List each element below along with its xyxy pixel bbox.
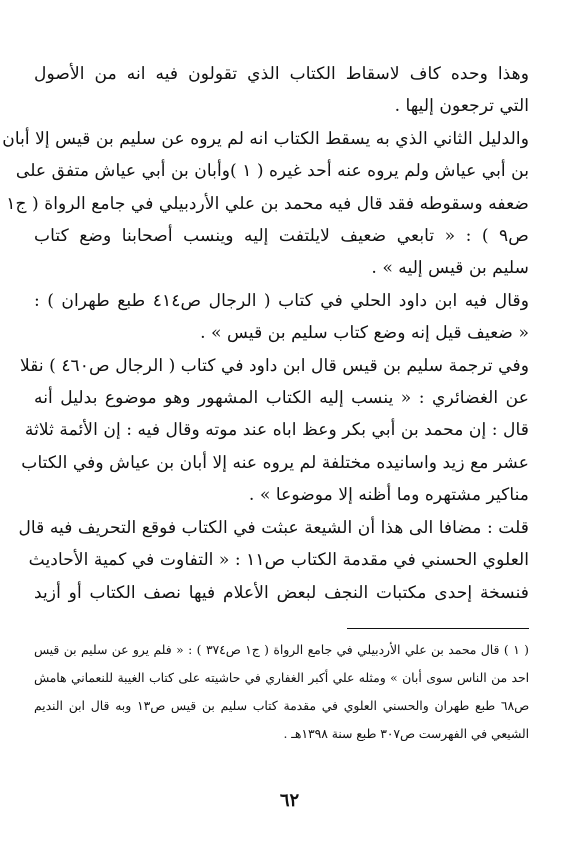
footnote-line: احد من الناس سوى أبان » ومثله علي أكبر الغفاري في حاشيته على كتاب الغيبة للنعماني هامش [34,671,529,685]
footnote-line: ( ١ ) قال محمد بن علي الأردبيلي في جامع الرواة ( ج١ ص٣٧٤ ) : « فلم يرو عن سليم بن قيس [34,643,529,657]
page-number: ٦٢ [279,790,300,811]
text-line: قلت : مضافا الى هذا أن الشيعة عبثت في الكتاب فوقع التحريف فيه قال [18,517,529,538]
text-line: عن الغضائري : « ينسب إليه الكتاب المشهور وهو موضوع بدليل أنه [34,388,529,409]
text-line: قال : إن محمد بن أبي بكر وعظ اباه عند موته وقال فيه : إن الأئمة ثلاثة [24,420,529,441]
text-line: فنسخة إحدى مكتبات النجف لبعض الأعلام فيها نصف الكتاب أو أزيد [34,582,529,603]
footnote-line: الشيعي في الفهرست ص٣٠٧ طبع سنة ١٣٩٨هـ . [283,727,529,741]
footnotes [34,636,529,748]
text-line: وهذا وحده كاف لاسقاط الكتاب الذي تقولون فيه انه من الأصول [34,64,529,84]
text-line: والدليل الثاني الذي به يسقط الكتاب انه لم يروه عن سليم بن قيس إلا أبان [2,128,529,149]
text-line: وقال فيه ابن داود الحلي في كتاب ( الرجال ص٤١٤ طبع طهران ) : [34,290,529,311]
text-line: مناكير مشتهره وما أظنه إلا موضوعا » . [248,485,529,506]
footnote-line: ص٦٨ طبع طهران والحسني العلوي في مقدمة كتاب سليم بن قيس ص١٣ وبه قال ابن النديم [34,699,529,713]
footnote-separator [347,628,529,629]
text-line: وفي ترجمة سليم بن قيس قال ابن داود في كتاب ( الرجال ص٤٦٠ ) نقلا [19,355,529,376]
text-line: ص٩ ) : « تابعي ضعيف لايلتفت إليه وينسب أصحابنا وضع كتاب [34,226,529,247]
text-line: التي ترجعون إليها . [394,96,529,117]
text-line: ضعفه وسقوطه فقد قال فيه محمد بن علي الأردبيلي في جامع الرواة ( ج١ [6,193,529,214]
main-text [2,58,529,609]
text-line: بن أبي عياش ولم يروه عنه أحد غيره ( ١ )وأبان بن أبي عياش متفق على [15,161,529,182]
text-line: « ضعيف قيل إنه وضع كتاب سليم بن قيس » . [200,323,529,344]
text-line: سليم بن قيس إليه » . [371,258,529,279]
text-line: العلوي الحسني في مقدمة الكتاب ص١١ : « التفاوت في كمية الأحاديث [28,550,529,571]
text-line: عشر مع زيد واسانيده مختلفة لم يروه عنه إلا أبان بن عياش وفي الكتاب [21,452,529,473]
